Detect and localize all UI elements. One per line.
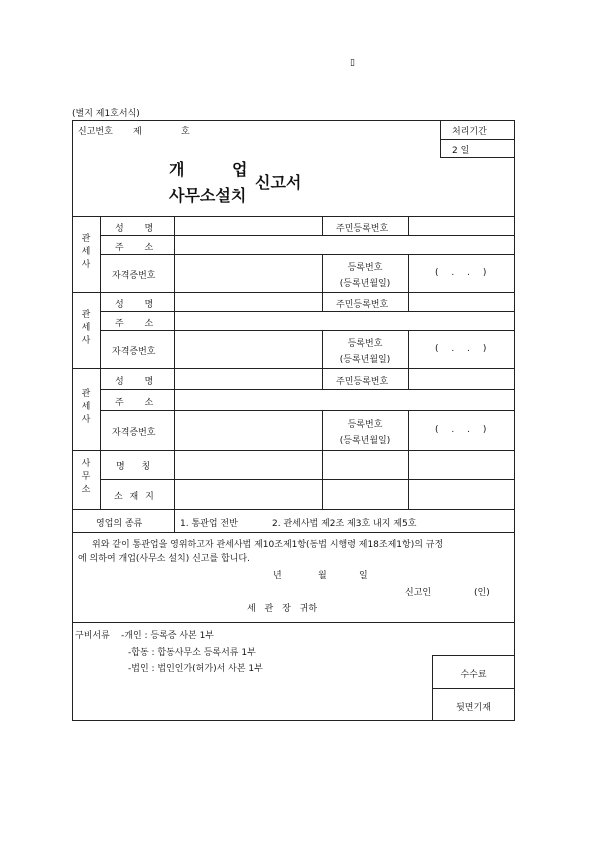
title-suffix: 신고서 — [255, 173, 302, 192]
grid-line — [322, 450, 323, 509]
grid-line — [100, 216, 101, 509]
group1-license-label: 자격증번호 — [112, 271, 156, 281]
fee-label: 수수료 — [460, 670, 487, 680]
grid-line — [100, 235, 515, 236]
processing-period-value: 2 일 — [452, 146, 470, 156]
group2-license-label: 자격증번호 — [112, 347, 156, 357]
declarant-label: 신고인 — [405, 588, 432, 598]
group3-license-label: 자격증번호 — [112, 428, 156, 438]
form-number: (별지 제1호서식) — [72, 109, 140, 119]
processing-period-divider — [440, 139, 515, 140]
grid-line — [408, 254, 409, 292]
report-no-je: 제 — [133, 127, 142, 137]
group2-side-label: 관 세 사 — [81, 310, 91, 346]
title-line2: 사무소설치 — [169, 186, 247, 205]
group3-reg-label-2: (등록년월일) — [339, 436, 391, 446]
group2-resident-label: 주민등록번호 — [336, 300, 389, 310]
group1-side-label: 관 세 사 — [81, 234, 91, 270]
group3-address-label: 주 소 — [115, 398, 154, 408]
group1-address-label: 주 소 — [115, 243, 154, 253]
group2-name-label: 성 명 — [115, 300, 154, 310]
title-line1-a: 개 — [169, 160, 185, 179]
grid-line — [72, 450, 515, 451]
grid-line — [408, 368, 409, 389]
grid-line — [72, 368, 515, 369]
report-no-label: 신고번호 — [78, 127, 113, 137]
grid-line — [322, 292, 323, 311]
processing-period-label: 처리기간 — [452, 127, 487, 137]
group2-reg-label-2: (등록년월일) — [339, 355, 391, 365]
group1-reg-value: ( . . ) — [435, 268, 487, 278]
grid-line — [408, 450, 409, 509]
business-type-option2: 2. 관세사법 제2조 제3호 내지 제5호 — [272, 519, 417, 529]
declarant-seal: (인) — [474, 588, 490, 598]
fee-note: 뒷면기재 — [456, 703, 491, 713]
office-location-label: 소 재 지 — [114, 492, 154, 502]
group2-reg-label-1: 등록번호 — [347, 339, 383, 349]
group3-name-label: 성 명 — [115, 377, 154, 387]
declaration-line1: 위와 같이 통관업을 영위하고자 관세사법 제10조제1항(동법 시행령 제18조제1항)의 규정 — [92, 540, 444, 550]
attachments-item2: -합동 : 합동사무소 등록서류 1부 — [128, 648, 256, 658]
date-day: 일 — [359, 571, 368, 581]
group3-resident-label: 주민등록번호 — [336, 377, 389, 387]
group2-address-label: 주 소 — [115, 319, 154, 329]
grid-line — [322, 216, 323, 235]
group1-reg-label-2: (등록년월일) — [339, 279, 391, 289]
group3-side-label: 관 세 사 — [81, 389, 91, 425]
grid-line — [100, 410, 515, 411]
grid-line — [72, 509, 515, 510]
grid-line — [408, 330, 409, 368]
business-type-option1: 1. 통관업 전반 — [180, 519, 238, 529]
grid-line — [100, 311, 515, 312]
grid-line — [174, 216, 175, 509]
date-year: 년 — [273, 571, 282, 581]
group1-resident-label: 주민등록번호 — [336, 224, 389, 234]
fee-divider — [432, 688, 515, 689]
office-side-label: 사 무 소 — [81, 459, 91, 495]
grid-line — [100, 330, 515, 331]
grid-line — [72, 532, 515, 533]
business-type-label: 영업의 종류 — [96, 519, 143, 529]
grid-line — [322, 368, 323, 389]
group1-reg-label-1: 등록번호 — [347, 263, 383, 273]
grid-line — [408, 216, 409, 235]
date-month: 월 — [318, 571, 327, 581]
grid-line — [100, 389, 515, 390]
grid-line — [100, 479, 515, 480]
addressee: 세 관 장 귀하 — [247, 604, 318, 614]
attachments-item3: -법인 : 법인인가(허가)서 사본 1부 — [128, 664, 263, 674]
grid-line — [408, 292, 409, 311]
grid-line — [72, 292, 515, 293]
report-no-ho: 호 — [181, 127, 190, 137]
grid-line — [408, 410, 409, 450]
group1-name-label: 성 명 — [115, 224, 154, 234]
group2-reg-value: ( . . ) — [435, 344, 487, 354]
header-mark: ▯ — [350, 58, 355, 68]
grid-line — [174, 509, 175, 532]
group3-reg-label-1: 등록번호 — [347, 420, 383, 430]
attachments-title: 구비서류 — [75, 631, 110, 641]
grid-line — [72, 622, 515, 623]
group3-reg-value: ( . . ) — [435, 425, 487, 435]
attachments-item1: -개인 : 등록증 사본 1부 — [121, 631, 215, 641]
declaration-line2: 에 의하여 개업(사무소 설치) 신고를 합니다. — [78, 554, 250, 564]
grid-line — [72, 216, 515, 217]
office-name-label: 명 칭 — [116, 462, 151, 472]
grid-line — [100, 254, 515, 255]
title-line1-b: 업 — [232, 160, 248, 179]
